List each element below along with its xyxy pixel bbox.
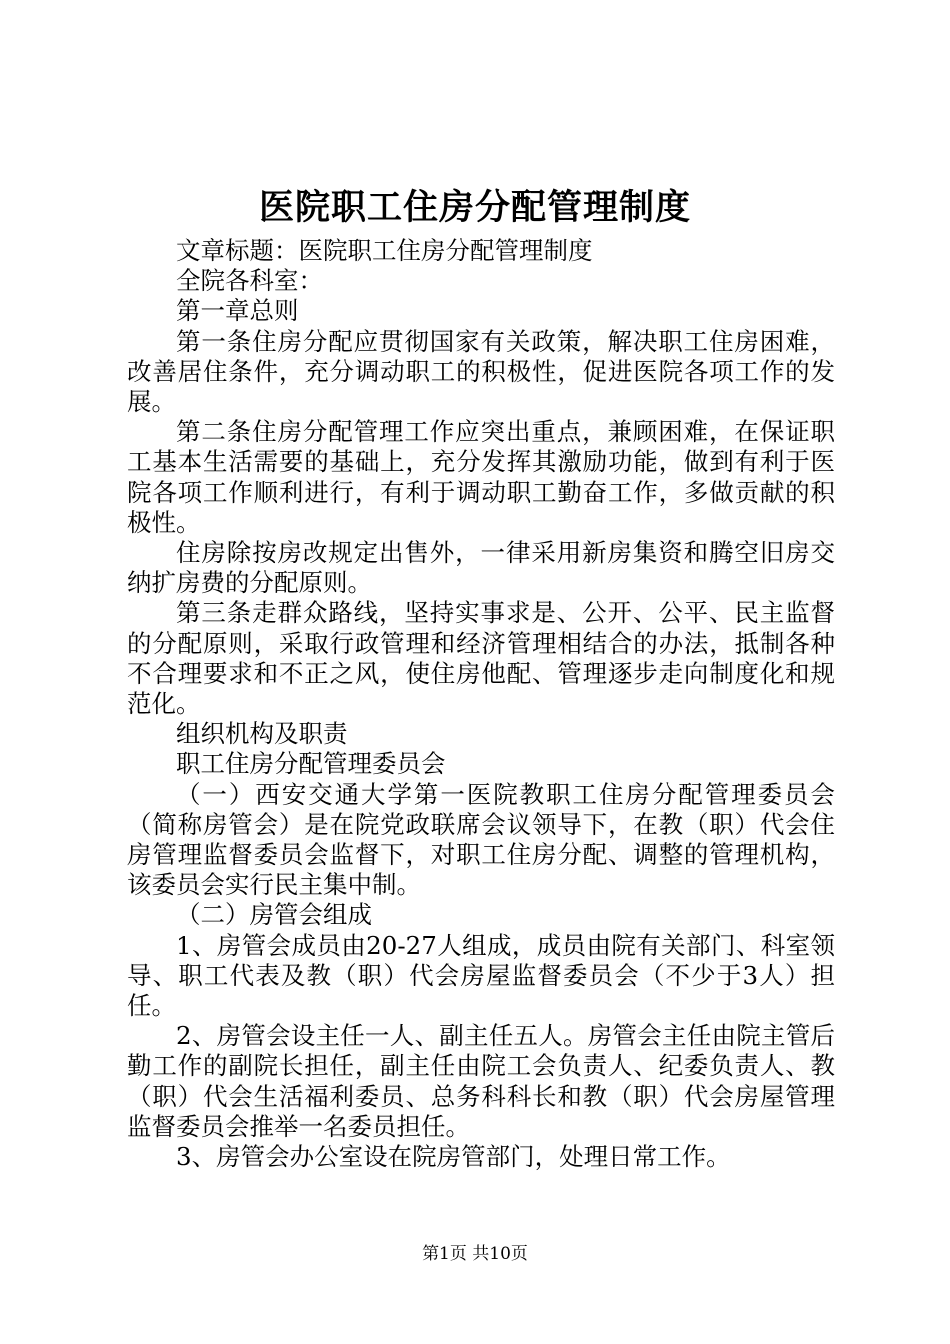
page-number: 第1页 共10页 [422, 1244, 528, 1264]
document-title: 医院职工住房分配管理制度 [258, 187, 691, 228]
paragraph-article-1: 第一条住房分配应贯彻国家有关政策，解决职工住房困难，改善居住条件，充分调动职工的积极性，促进医院各项工作的发展。 [127, 326, 835, 417]
paragraph-committee-heading: 职工住房分配管理委员会 [176, 749, 446, 779]
paragraph-chapter-heading: 第一章总则 [176, 296, 299, 326]
paragraph-subitem-1: 1、房管会成员由20-27人组成，成员由院有关部门、科室领导、职工代表及教（职）代会房屋监督委员会（不少于3人）担任。 [127, 930, 835, 1021]
document-body [127, 236, 835, 1172]
paragraph-subitem-3: 3、房管会办公室设在院房管部门，处理日常工作。 [176, 1142, 731, 1172]
paragraph-subitem-2: 2、房管会设主任一人、副主任五人。房管会主任由院主管后勤工作的副院长担任，副主任由院工会负责人、纪委负责人、教（职）代会生活福利委员、总务科科长和教（职）代会房屋管理监督委员会推举一名委员担任。 [127, 1021, 835, 1141]
paragraph-item-2-heading: （二）房管会组成 [176, 900, 372, 930]
paragraph-article-title: 文章标题：医院职工住房分配管理制度 [176, 236, 593, 265]
paragraph-section-heading: 组织机构及职责 [176, 719, 348, 749]
paragraph-item-1: （一）西安交通大学第一医院教职工住房分配管理委员会（简称房管会）是在院党政联席会议领导下，在教（职）代会住房管理监督委员会监督下，对职工住房分配、调整的管理机构，该委员会实行民主集中制。 [127, 779, 835, 900]
paragraph-article-2: 第二条住房分配管理工作应突出重点，兼顾困难，在保证职工基本生活需要的基础上，充分发挥其激励功能，做到有利于医院各项工作顺利进行，有利于调动职工勤奋工作，多做贡献的积极性。 [127, 417, 835, 537]
paragraph-article-3: 第三条走群众路线，坚持实事求是、公开、公平、民主监督的分配原则，采取行政管理和经济管理相结合的办法，抵制各种不合理要求和不正之风，使住房他配、管理逐步走向制度化和规范化。 [127, 598, 835, 719]
paragraph-addressee: 全院各科室： [176, 266, 323, 296]
paragraph-sale-principle: 住房除按房改规定出售外，一律采用新房集资和腾空旧房交纳扩房费的分配原则。 [127, 538, 835, 598]
